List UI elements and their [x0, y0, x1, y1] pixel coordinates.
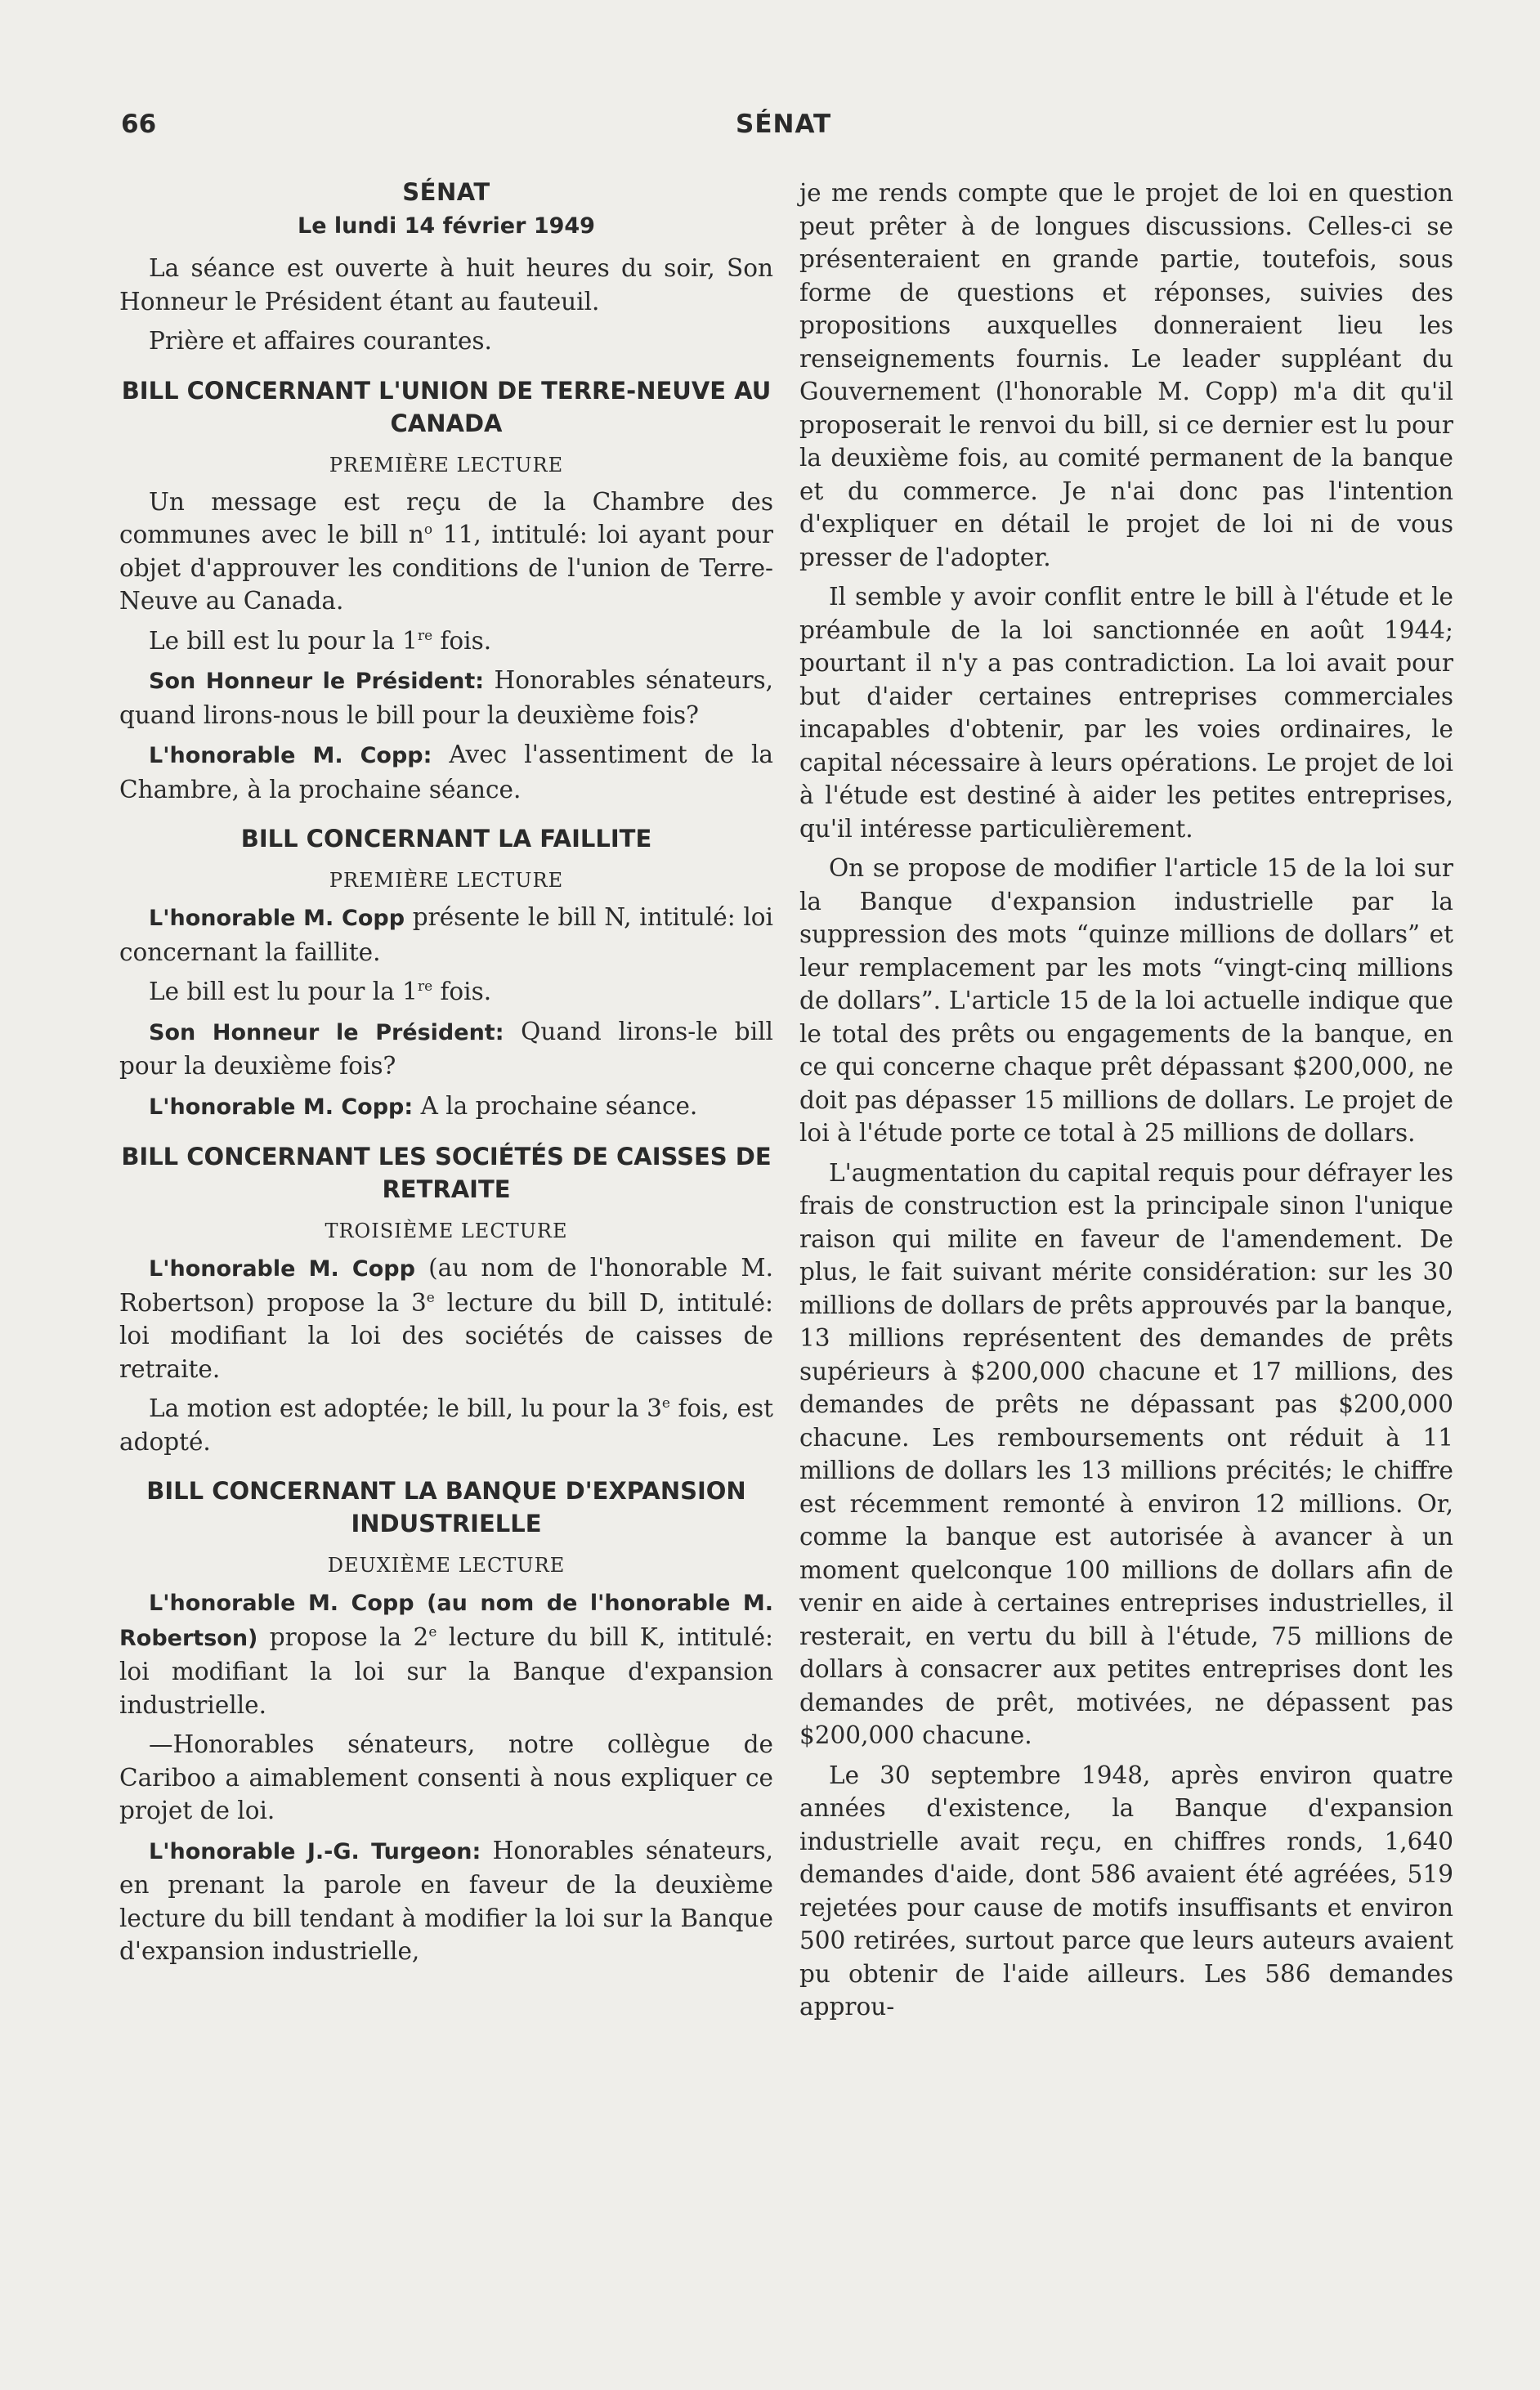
paragraph-message: Un message est reçu de la Chambre des communes avec le bill $n^o$ 11, intitulé: loi ayant pour objet d'approuver les conditions de l'union de Terre-Neuve au Canada.: [119, 487, 773, 615]
sitting-date: Le lundi 14 février 1949: [298, 213, 595, 239]
heading-faillite: BILL CONCERNANT LA FAILLITE: [240, 825, 652, 853]
speaker-name: L'honorable M. Copp:: [149, 1094, 414, 1120]
prayer-paragraph: Prière et affaires courantes.: [149, 327, 492, 355]
page-header: [114, 110, 1455, 150]
speaker-name: L'honorable M. Copp (au nom de l'honorable M. Robertson): [119, 1591, 773, 1651]
heading-caisses-retraite: BILL CONCERNANT LES SOCIÉTÉS DE CAISSES DE RETRAITE: [121, 1143, 772, 1203]
opening-paragraph: La séance est ouverte à huit heures du soir, Son Honneur le Président étant au fauteuil.: [119, 254, 773, 316]
running-title: SÉNAT: [736, 110, 832, 139]
paragraph-cariboo: —Honorables sénateurs, notre collègue de Cariboo a aimablement consenti à nous expliquer ce projet de loi.: [119, 1730, 773, 1824]
paragraph-motion-adopted: La motion est adoptée; le bill, lu pour la 3e fois, est adopté.: [119, 1394, 773, 1456]
subheading-first-reading-1: PREMIÈRE LECTURE: [329, 453, 564, 477]
speaker-name: L'honorable M. Copp: [149, 906, 405, 931]
paragraph-speaker-president-2: Son Honneur le Président: Quand lirons-le bill pour la deuxième fois?: [119, 1017, 773, 1080]
heading-banque-expansion: BILL CONCERNANT LA BANQUE D'EXPANSION INDUSTRIELLE: [146, 1477, 746, 1537]
speaker-name: L'honorable M. Copp:: [149, 743, 432, 768]
paragraph-article-15: On se propose de modifier l'article 15 de la loi sur la Banque d'expansion industrielle par la suppression des mots “quinze millions de dollars” et leur remplacement par les mots “vingt-cinq millions de dollars”. L'article 15 de la loi actuelle indique que le total des prêts ou engagements de la banque, en ce qui concerne chaque prêt dépassant $200,000, ne doit pas dépasser 15 millions de dollars. Le projet de loi à l'étude porte ce total à 25 millions de dollars.: [799, 854, 1453, 1147]
paragraph-conflict: Il semble y avoir conflit entre le bill à l'étude et le préambule de la loi sanctionnée en août 1944; pourtant il n'y a pas contradiction. La loi avait pour but d'aider certaines entreprises commerciales incapables d'obtenir, par les voies ordinaires, le capital nécessaire à leurs opérations. Le projet de loi à l'étude est destiné à aider les petites entreprises, qu'il intéresse particulièrement.: [799, 583, 1453, 843]
paragraph-bill-d: L'honorable M. Copp (au nom de l'honorable M. Robertson) propose la 3e lecture du bill D, intitulé: loi modifiant la loi des sociétés de caisses de retraite.: [119, 1254, 774, 1383]
subheading-first-reading-2: PREMIÈRE LECTURE: [329, 869, 564, 892]
paragraph-speaker-president-1: Son Honneur le Président: Honorables sénateurs, quand lirons-nous le bill pour la deuxième fois?: [119, 666, 773, 729]
section-title: SÉNAT: [402, 178, 490, 206]
subheading-second-reading: DEUXIÈME LECTURE: [327, 1554, 566, 1577]
paragraph-speaker-copp-1: L'honorable M. Copp: Avec l'assentiment de la Chambre, à la prochaine séance.: [119, 741, 773, 803]
paragraph-bill-k: L'honorable M. Copp (au nom de l'honorable M. Robertson) propose la 2e lecture du bill K, intitulé: loi modifiant la loi sur la Banque d'expansion industrielle.: [119, 1591, 773, 1719]
paragraph-turgeon: L'honorable J.-G. Turgeon: Honorables sénateurs, en prenant la parole en faveur de la deuxième lecture du bill tendant à modifier la loi sur la Banque d'expansion industrielle,: [119, 1836, 773, 1965]
subheading-third-reading: TROISIÈME LECTURE: [325, 1220, 568, 1242]
heading-terre-neuve: BILL CONCERNANT L'UNION DE TERRE-NEUVE AU CANADA: [121, 376, 772, 437]
speaker-name: L'honorable J.-G. Turgeon:: [149, 1838, 481, 1864]
speaker-name: Son Honneur le Président:: [149, 669, 485, 694]
speaker-name: Son Honneur le Président:: [149, 1019, 504, 1045]
paragraph-speaker-copp-2: L'honorable M. Copp: A la prochaine séance.: [149, 1091, 698, 1120]
paragraph-continuation: je me rends compte que le projet de loi en question peut prêter à de longues discussions. Celles-ci se présenteraient en grande partie, toutefois, sous forme de questions et réponses, suivies des propositions auxquelles donneraient lieu les renseignements fournis. Le leader suppléant du Gouvernement (l'honorable M. Copp) m'a dit qu'il proposerait le renvoi du bill, si ce dernier est lu pour la deuxième fois, au comité permanent de la banque et du commerce. Je n'ai donc pas l'intention d'expliquer en détail le projet de loi ni de vous presser de l'adopter.: [799, 179, 1453, 571]
paragraph-bill-n: L'honorable M. Copp présente le bill N, intitulé: loi concernant la faillite.: [119, 903, 773, 966]
paragraph-septembre-1948: Le 30 septembre 1948, après environ quatre années d'existence, la Banque d'expansion industrielle avait reçu, en chiffres ronds, 1,640 demandes d'aide, dont 586 avaient été agréées, 519 rejetées pour cause de motifs insuffisants et environ 500 retirées, surtout parce que leurs auteurs avaient pu obtenir de l'aide ailleurs. Les 586 demandes approu-: [799, 1761, 1453, 2021]
page-number: 66: [121, 110, 157, 139]
paragraph-augmentation: L'augmentation du capital requis pour défrayer les frais de construction est la principale sinon l'unique raison qui milite en faveur de l'amendement. De plus, le fait suivant mérite considération: sur les 30 millions de dollars de prêts approuvés par la banque, 13 millions représentent des demandes de prêts supérieurs à $200,000 chacune et 17 millions, des demandes de prêts ne dépassant pas $200,000 chacune. Les remboursements ont réduit à 11 millions de dollars les 13 millions précités; le chiffre est récemment remonté à environ 12 millions. Or, comme la banque est autorisée à avancer à un moment quelconque 100 millions de dollars afin de venir en aide à certaines entreprises industrielles, il resterait, en vertu du bill à l'étude, 75 millions de dollars à consacrer aux petites entreprises dont les demandes de prêt, motivées, ne dépassent pas $200,000 chacune.: [799, 1158, 1453, 1749]
speaker-name: L'honorable M. Copp: [149, 1256, 415, 1282]
left-column: [119, 177, 773, 1975]
paragraph-first-read-2: Le bill est lu pour la 1re fois.: [149, 978, 492, 1005]
right-column: [799, 177, 1453, 2030]
paragraph-first-read-1: Le bill est lu pour la 1re fois.: [149, 626, 492, 655]
